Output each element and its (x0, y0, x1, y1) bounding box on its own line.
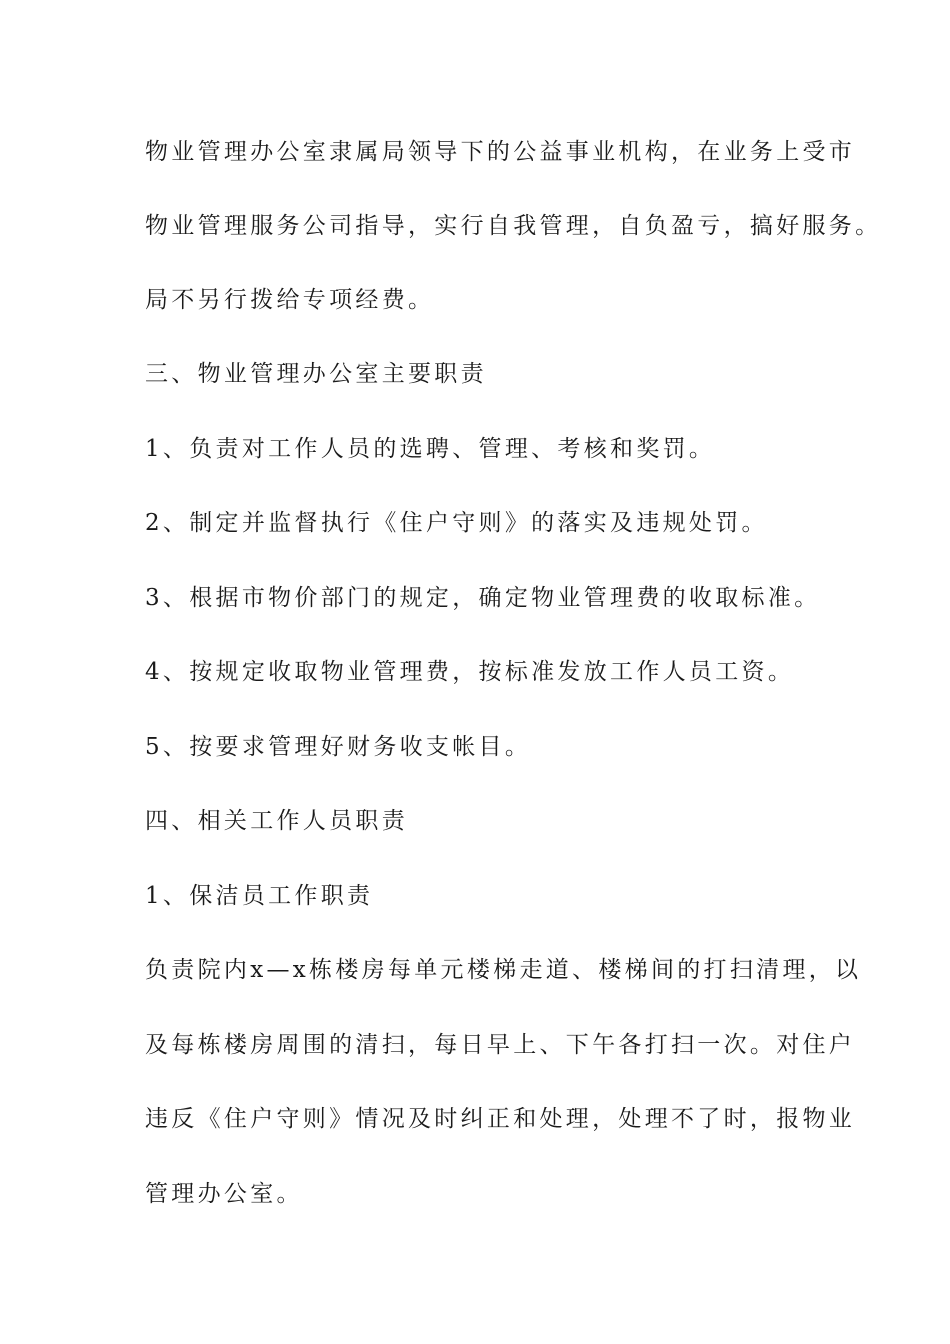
paragraph-line-3: 局不另行拨给专项经费。 (145, 287, 435, 313)
list-item-1: 1、负责对工作人员的选聘、管理、考核和奖罚。 (145, 436, 716, 462)
section-heading-3: 三、物业管理办公室主要职责 (145, 361, 487, 387)
paragraph-line-1: 物业管理办公室隶属局领导下的公益事业机构，在业务上受市 (145, 139, 856, 165)
list-item-2: 2、制定并监督执行《住户守则》的落实及违规处罚。 (145, 510, 768, 536)
paragraph-line-5: 及每栋楼房周围的清扫，每日早上、下午各打扫一次。对住户 (145, 1032, 856, 1058)
paragraph-line-2: 物业管理服务公司指导，实行自我管理，自负盈亏，搞好服务。 (145, 213, 882, 239)
section-heading-4: 四、相关工作人员职责 (145, 808, 408, 834)
subheading-cleaner-duties: 1、保洁员工作职责 (145, 883, 374, 909)
list-item-4: 4、按规定收取物业管理费，按标准发放工作人员工资。 (145, 659, 795, 685)
paragraph-line-6: 违反《住户守则》情况及时纠正和处理，处理不了时，报物业 (145, 1106, 856, 1132)
list-item-3: 3、根据市物价部门的规定，确定物业管理费的收取标准。 (145, 585, 821, 611)
paragraph-line-7: 管理办公室。 (145, 1181, 303, 1207)
list-item-5: 5、按要求管理好财务收支帐目。 (145, 734, 532, 760)
paragraph-line-4: 负责院内x—x栋楼房每单元楼梯走道、楼梯间的打扫清理，以 (145, 957, 862, 983)
